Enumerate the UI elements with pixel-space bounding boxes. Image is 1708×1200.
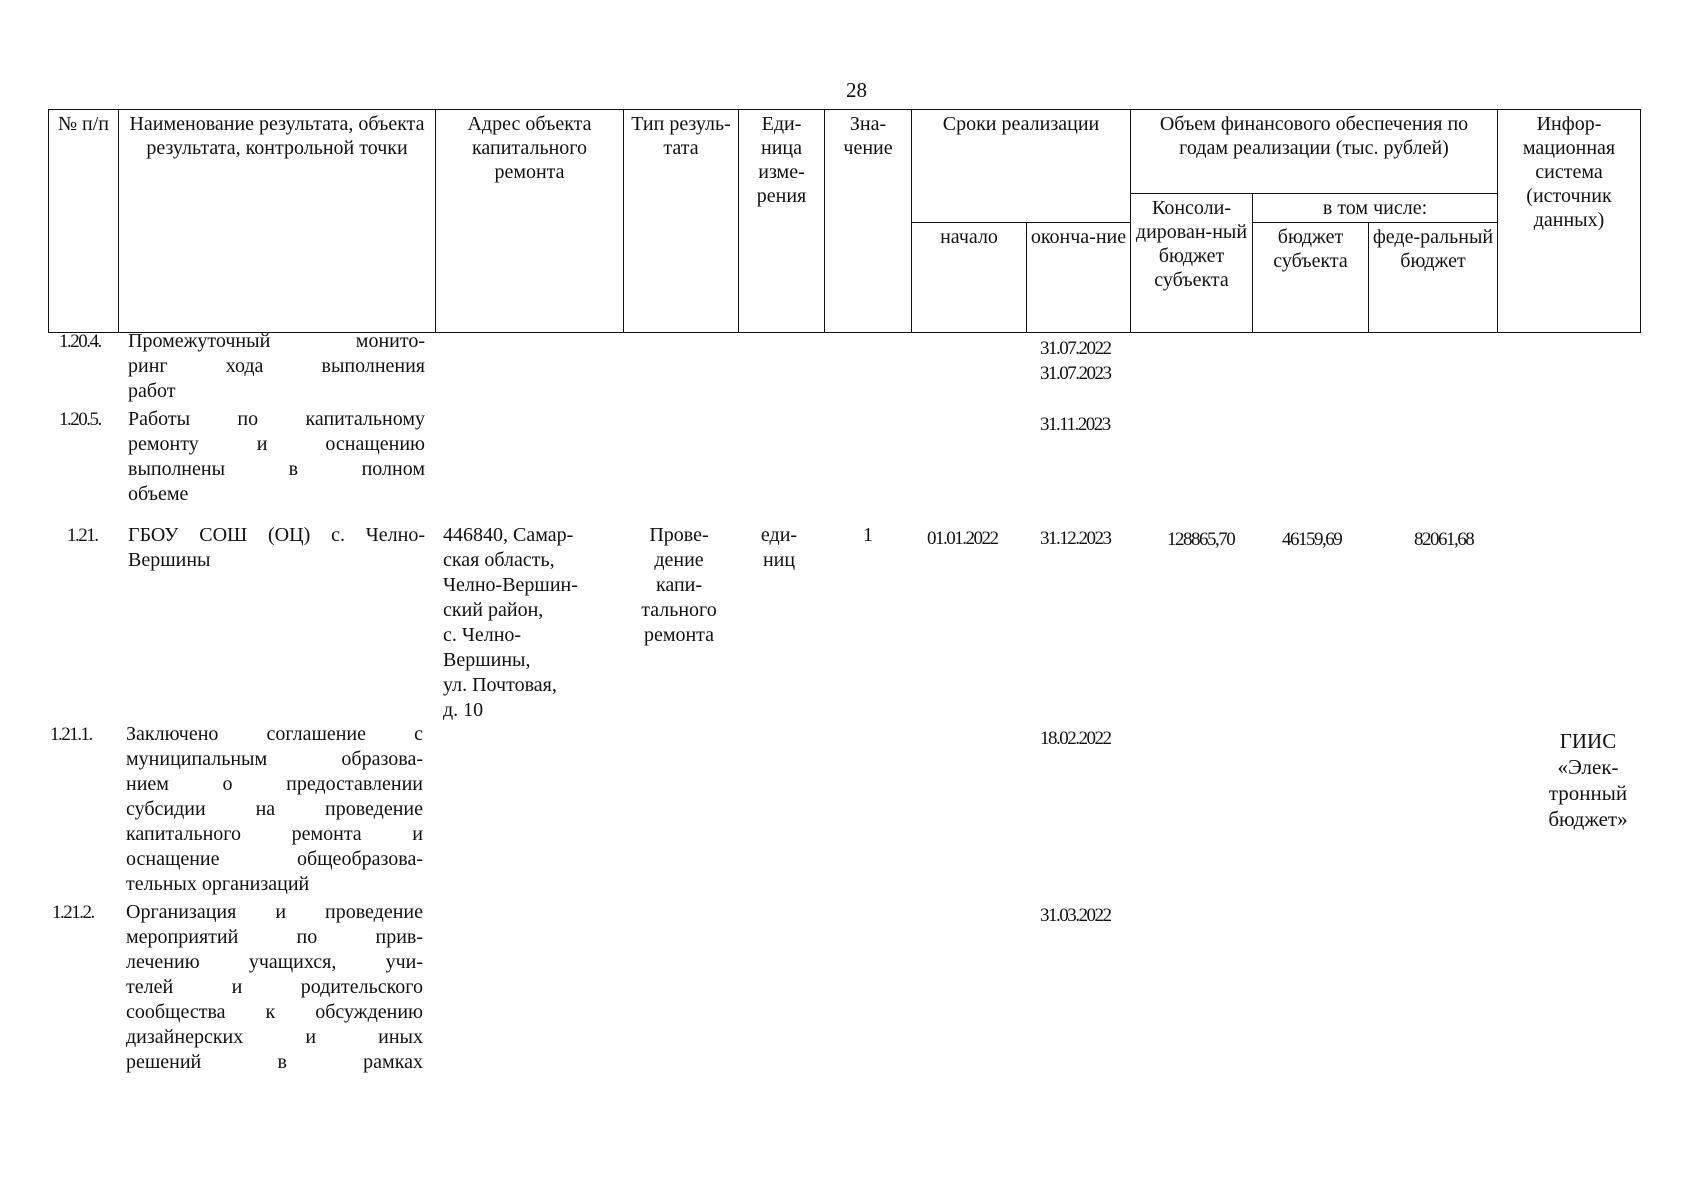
end-date: 31.07.2022 31.07.2023 xyxy=(1040,338,1111,384)
table-header xyxy=(48,109,1641,333)
header-terms: Сроки реализации xyxy=(912,110,1131,223)
header-unit: Еди-ница изме-рения xyxy=(739,110,825,333)
row-number: 1.20.5. xyxy=(59,409,101,430)
header-start: начало xyxy=(912,223,1027,333)
row-name: Промежуточный монито- ринг хода выполнения работ xyxy=(128,330,425,402)
object-address: 446840, Самар- ская область, Челно-Вершин- ский район, с. Челно- Вершины, ул. Почтовая, д. 10 xyxy=(443,524,578,721)
header-info-system: Инфор-мационная система (источник данных) xyxy=(1498,110,1641,333)
value: 1 xyxy=(863,524,873,546)
end-date: 31.12.2023 xyxy=(1040,528,1111,549)
end-date: 31.03.2022 xyxy=(1040,905,1111,926)
row-name: ГБОУ СОШ (ОЦ) с. Челно- Вершины xyxy=(128,524,425,571)
end-date: 31.11.2023 xyxy=(1040,414,1110,435)
row-number: 1.21.2. xyxy=(52,902,94,923)
row-number: 1.21. xyxy=(67,525,98,546)
header-federal-budget: феде-ральный бюджет xyxy=(1369,223,1498,333)
row-name: Заключено соглашение с муниципальным образова- нием о предоставлении субсидии на проведение капитального ремонта и оснащение общеобразова- тельных организаций xyxy=(126,723,423,895)
consolidated-budget: 128865,70 xyxy=(1167,529,1235,550)
header-type: Тип резуль-тата xyxy=(624,110,739,333)
result-type: Прове- дение капи- тального ремонта xyxy=(641,524,717,646)
subject-budget: 46159,69 xyxy=(1282,529,1342,550)
start-date: 01.01.2022 xyxy=(927,528,998,549)
header-including: в том числе: xyxy=(1253,194,1498,223)
header-consolidated: Консоли-дирован-ный бюджет субъекта xyxy=(1131,194,1253,333)
unit: еди-ниц xyxy=(760,524,798,571)
row-name: Работы по капитальному ремонту и оснащению выполнены в полном объеме xyxy=(128,408,425,505)
federal-budget: 82061,68 xyxy=(1414,529,1474,550)
info-system: ГИИС «Элек- тронный бюджет» xyxy=(1548,729,1628,831)
header-address: Адрес объекта капитального ремонта xyxy=(436,110,624,333)
header-finance: Объем финансового обеспечения по годам реализации (тыс. рублей) xyxy=(1131,110,1498,194)
page-number: 28 xyxy=(846,78,867,102)
header-subject-budget: бюджет субъекта xyxy=(1253,223,1369,333)
row-number: 1.20.4. xyxy=(59,331,101,352)
header-end: оконча-ние xyxy=(1027,223,1131,333)
end-date: 18.02.2022 xyxy=(1040,728,1111,749)
header-name: Наименование результата, объекта результата, контрольной точки xyxy=(119,110,436,333)
row-number: 1.21.1. xyxy=(50,724,92,745)
header-num: № п/п xyxy=(49,110,119,333)
row-name: Организация и проведение мероприятий по прив- лечению учащихся, учи- телей и родительского сообщества к обсуждению дизайнерских и иных решений в рамках xyxy=(126,901,423,1073)
header-value: Зна-чение xyxy=(825,110,912,333)
